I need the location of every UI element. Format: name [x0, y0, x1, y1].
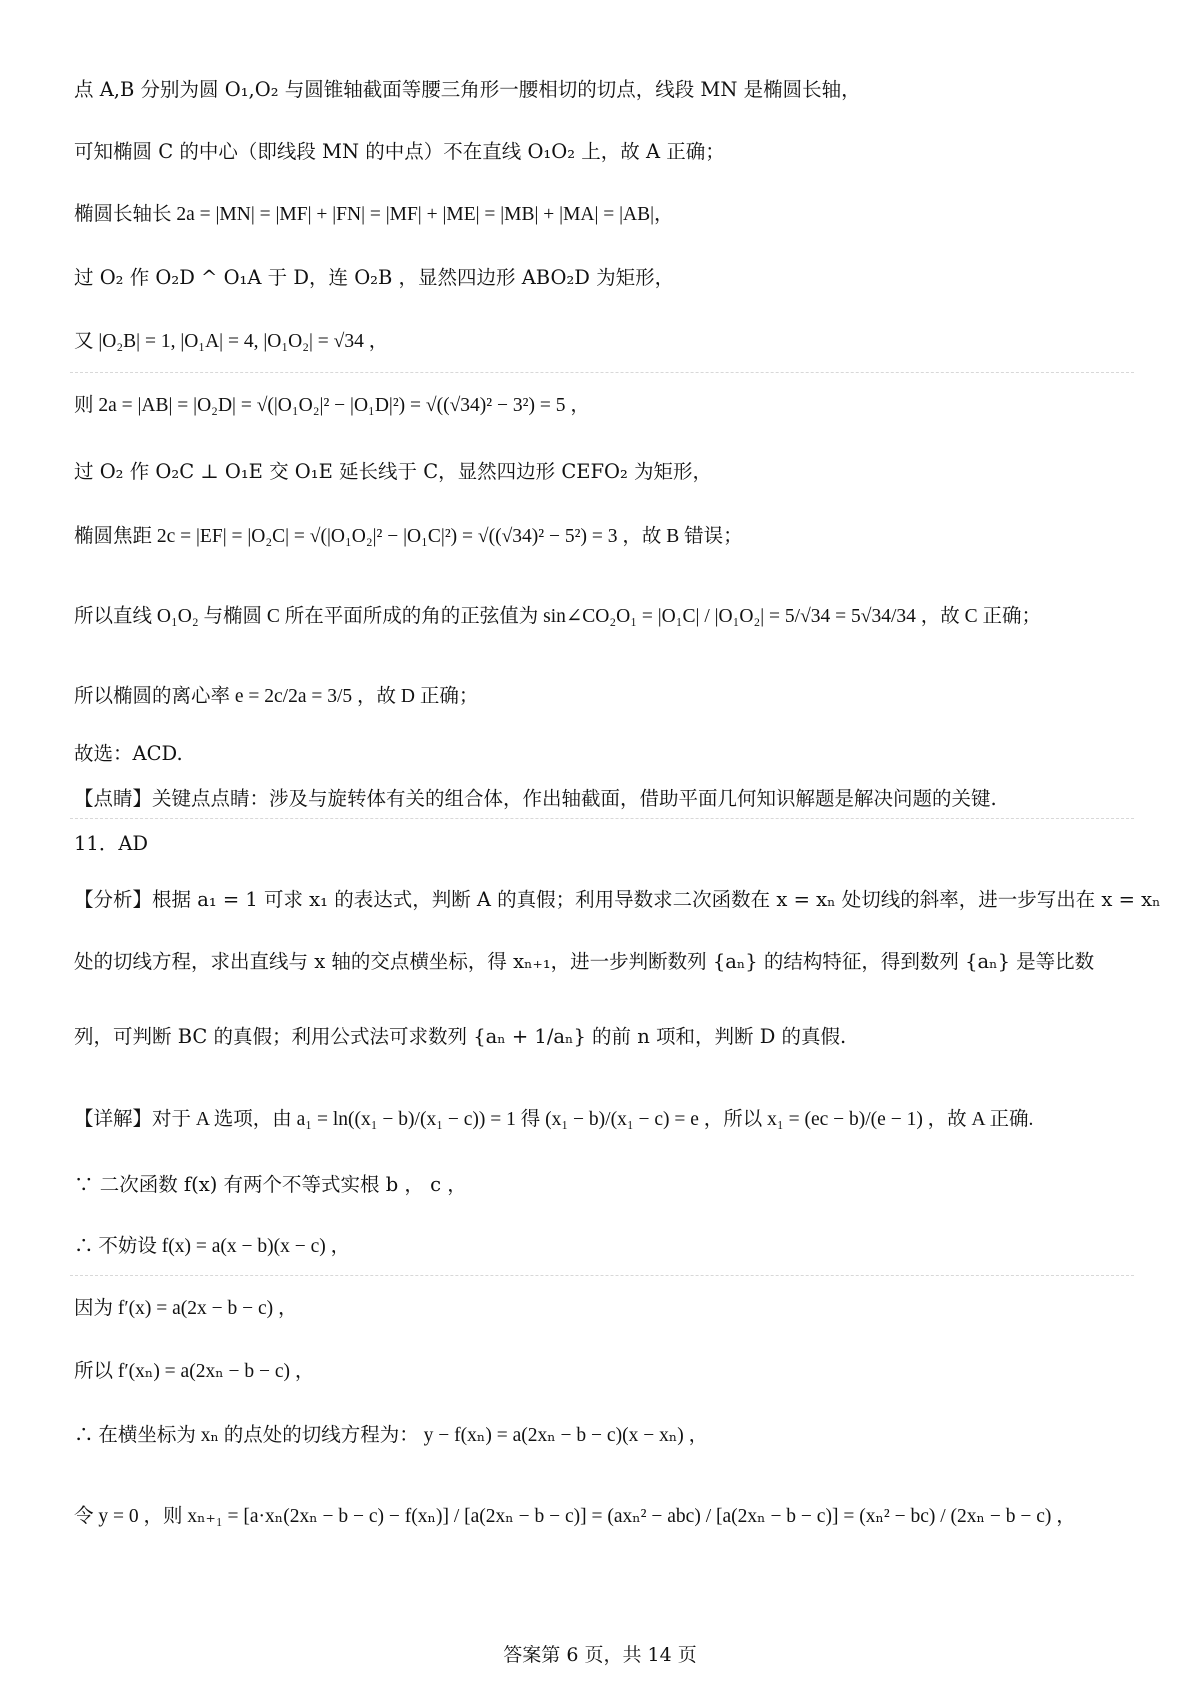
text-line-11: 故选：ACD.	[74, 742, 183, 765]
text-line-7: 过 O₂ 作 O₂C ⊥ O₁E 交 O₁E 延长线于 C，显然四边形 CEFO₂ 为矩形，	[74, 460, 713, 483]
text-line-5: 又 |O₂B| = 1, |O₁A| = 4, |O₁O₂| = √34 ，	[74, 331, 389, 352]
text-line-3: 椭圆长轴长 2a = |MN| = |MF| + |FN| = |MF| + |ME| = |MB| + |MA| = |AB|，	[74, 204, 674, 225]
detail-line-3: ∴ 不妨设 f(x) = a(x − b)(x − c) ，	[74, 1236, 351, 1257]
comment-line: 【点睛】关键点点睛：涉及与旋转体有关的组合体，作出轴截面，借助平面几何知识解题是解决问题的关键.	[74, 787, 997, 810]
text-line-9: 所以直线 O₁O₂ 与椭圆 C 所在平面所成的角的正弦值为 sin∠CO₂O₁ = |O₁C| / |O₁O₂| = 5/√34 = 5√34/34 ，故 C 正确；	[74, 606, 1042, 627]
detail-line-4: 因为 f′(x) = a(2x − b − c) ，	[74, 1298, 298, 1319]
divider	[70, 818, 1134, 819]
analysis-line-2: 处的切线方程，求出直线与 x 轴的交点横坐标，得 xₙ₊₁，进一步判断数列 {aₙ} 的结构特征，得到数列 {aₙ} 是等比数	[74, 950, 1095, 973]
analysis-line-3: 列，可判断 BC 的真假；利用公式法可求数列 {aₙ + 1/aₙ} 的前 n 项和，判断 D 的真假.	[74, 1025, 847, 1048]
detail-line-2: ∵ 二次函数 f(x) 有两个不等式实根 b ， c ，	[74, 1173, 467, 1196]
text-line-1: 点 A,B 分别为圆 O₁,O₂ 与圆锥轴截面等腰三角形一腰相切的切点，线段 MN 是椭圆长轴，	[74, 78, 861, 101]
detail-line-7: 令 y = 0 ，则 xₙ₊₁ = [a·xₙ(2xₙ − b − c) − f(xₙ)] / [a(2xₙ − b − c)] = (axₙ² − abc) / [a(2xₙ − b − c)] = (xₙ² − bc) / (2xₙ − b − c) ，	[74, 1506, 1076, 1527]
detail-line-1: 【详解】对于 A 选项，由 a₁ = ln((x₁ − b)/(x₁ − c)) = 1 得 (x₁ − b)/(x₁ − c) = e ，所以 x₁ = (ec − b)/(e − 1) ，故 A 正确.	[74, 1109, 1034, 1130]
question-number: 11．AD	[74, 832, 149, 855]
text-line-2: 可知椭圆 C 的中心（即线段 MN 的中点）不在直线 O₁O₂ 上，故 A 正确；	[74, 140, 725, 163]
page-footer: 答案第 6 页，共 14 页	[503, 1644, 697, 1666]
detail-line-6: ∴ 在横坐标为 xₙ 的点处的切线方程为： y − f(xₙ) = a(2xₙ − b − c)(x − xₙ) ，	[74, 1425, 709, 1446]
divider	[70, 1275, 1134, 1276]
detail-line-5: 所以 f′(xₙ) = a(2xₙ − b − c) ，	[74, 1361, 315, 1382]
analysis-line-1: 【分析】根据 a₁ = 1 可求 x₁ 的表达式，判断 A 的真假；利用导数求二次函数在 x = xₙ 处切线的斜率，进一步写出在 x = xₙ	[74, 888, 1161, 911]
text-line-8: 椭圆焦距 2c = |EF| = |O₂C| = √(|O₁O₂|² − |O₁C|²) = √((√34)² − 5²) = 3 ，故 B 错误；	[74, 526, 743, 547]
text-line-4: 过 O₂ 作 O₂D ^ O₁A 于 D，连 O₂B ，显然四边形 ABO₂D 为矩形，	[74, 266, 675, 289]
text-line-6: 则 2a = |AB| = |O₂D| = √(|O₁O₂|² − |O₁D|²) = √((√34)² − 3²) = 5 ，	[74, 395, 590, 416]
text-line-10: 所以椭圆的离心率 e = 2c/2a = 3/5 ，故 D 正确；	[74, 686, 479, 707]
divider	[70, 372, 1134, 373]
